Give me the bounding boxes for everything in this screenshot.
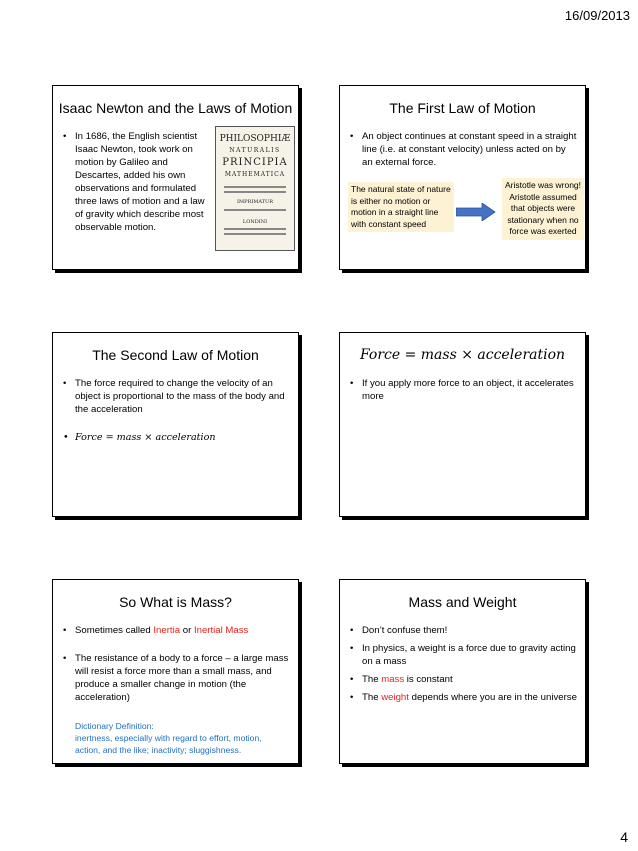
slide-newton-laws[interactable]: [52, 85, 299, 270]
dictionary-text: inertness, especially with regard to effort, motion, action, and the like; inactivity; sluggishness.: [75, 733, 262, 755]
highlight-inertia: Inertia: [153, 625, 181, 636]
bullet-item: • The force required to change the velocity of an object is proportional to the mass of the body and the acceleration: [63, 377, 290, 416]
bullet-list: [63, 130, 206, 239]
text-span: The: [362, 692, 382, 703]
bullet-list: [350, 377, 577, 408]
text-span: or: [180, 625, 194, 636]
bullet-item: [350, 673, 577, 686]
highlight-weight: weight: [381, 692, 409, 703]
date-stamp: 16/09/2013: [564, 8, 630, 23]
bullet-item: • If you apply more force to an object, it accelerates more: [350, 377, 577, 403]
aristotle-box: Aristotle was wrong! Aristotle assumed that objects were stationary when no force was exerted: [502, 178, 584, 240]
principia-place: LONDINI: [242, 219, 268, 225]
bullet-item: • The resistance of a body to a force – a large mass will resist a force more than a small mass, and produce a smaller change in motion (the acceleration): [63, 652, 290, 704]
principia-line1: PHILOSOPHIÆ: [219, 134, 291, 144]
principia-title-page-image: [215, 126, 295, 251]
page-number: 4: [620, 829, 628, 845]
slide-title: So What is Mass?: [119, 594, 232, 610]
bullet-item: • An object continues at constant speed in a straight line (i.e. at constant velocity) unless acted on by an external force.: [350, 130, 577, 169]
slide-title: Isaac Newton and the Laws of Motion: [58, 100, 293, 116]
slide-title: The Second Law of Motion: [92, 347, 259, 363]
bullet-item: • In 1686, the English scientist Isaac Newton, took work on motion by Galileo and Descartes, added his own observations and formulated three laws of motion and a law of gravity which describe most observable motion.: [63, 130, 206, 234]
bullet-item: • In physics, a weight is a force due to gravity acting on a mass: [350, 642, 577, 668]
dictionary-label: Dictionary Definition:: [75, 721, 154, 731]
bullet-list: [63, 377, 290, 449]
principia-imprimatur: IMPRIMATUR: [237, 199, 273, 205]
bullet-item-formula: • Force = mass × acceleration: [63, 431, 290, 444]
highlight-mass: mass: [381, 674, 405, 685]
principia-line3: PRINCIPIA: [222, 157, 288, 168]
slide-second-law[interactable]: [52, 332, 299, 517]
bullet-list: [350, 130, 577, 174]
bullet-item: • Don’t confuse them!: [350, 624, 577, 637]
dictionary-definition: [75, 720, 288, 756]
principia-line4: MATHEMATICA: [224, 171, 286, 178]
text-span: The: [362, 674, 382, 685]
principia-line2: NATURALIS: [229, 147, 281, 154]
slide-force-formula[interactable]: [339, 332, 586, 517]
slide-title: The First Law of Motion: [389, 100, 536, 116]
bullet-item: [350, 691, 577, 704]
slide-mass-and-weight[interactable]: [339, 579, 586, 764]
bullet-list: [350, 624, 577, 709]
text-span: is constant: [404, 674, 453, 685]
text-span: Sometimes called: [75, 625, 154, 636]
slide-what-is-mass[interactable]: [52, 579, 299, 764]
bullet-list: [63, 624, 290, 709]
slide-first-law[interactable]: [339, 85, 586, 270]
arrow-right-icon: [456, 203, 496, 221]
highlight-inertial-mass: Inertial Mass: [193, 625, 249, 636]
bullet-item: [63, 624, 290, 637]
slide-title: Mass and Weight: [408, 594, 517, 610]
slide-title: Force = mass × acceleration: [359, 347, 566, 363]
natural-state-box: The natural state of nature is either no motion or motion in a straight line with constant speed: [348, 182, 454, 232]
text-span: depends where you are in the universe: [408, 692, 577, 703]
